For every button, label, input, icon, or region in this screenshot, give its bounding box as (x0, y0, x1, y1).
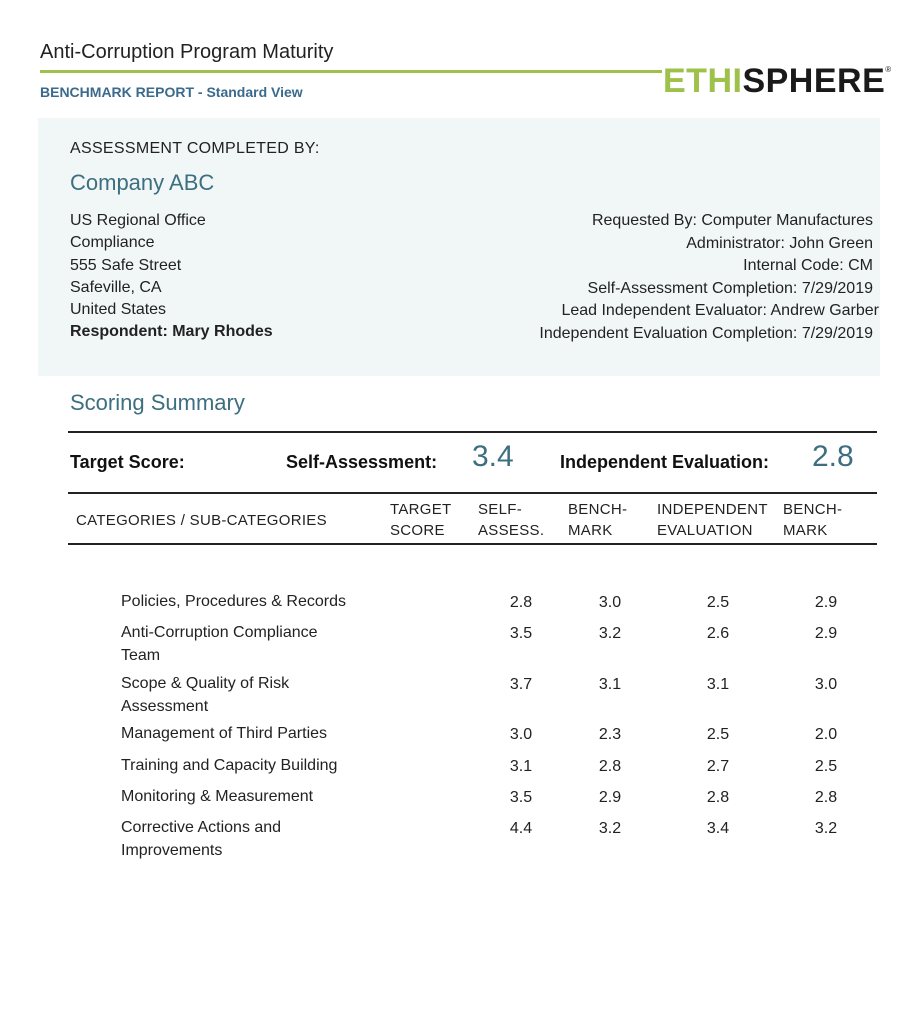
column-header-benchmark-self (568, 499, 627, 541)
benchmark-independent-value: 2.9 (814, 625, 838, 642)
header-line: EVALUATION (657, 522, 753, 539)
detail-self-assessment-completion: Self-Assessment Completion: 7/29/2019 (587, 279, 873, 297)
address-line: United States (70, 301, 167, 319)
header-line: BENCH- (568, 501, 628, 518)
column-header-benchmark-independent (783, 499, 842, 541)
benchmark-independent-value: 3.0 (814, 676, 838, 693)
independent-evaluation-label: Independent Evaluation: (560, 452, 770, 472)
header-line: MARK (568, 522, 613, 539)
header-line: ASSESS. (478, 522, 545, 539)
header-line: TARGET (390, 501, 452, 518)
self-assessment-label: Self-Assessment: (286, 452, 438, 472)
benchmark-self-value: 2.8 (598, 758, 622, 775)
detail-lead-evaluator: Lead Independent Evaluator: Andrew Garber (561, 302, 879, 320)
scoring-summary-title: Scoring Summary (70, 390, 245, 415)
independent-evaluation-value: 3.1 (706, 676, 730, 693)
address-line: Compliance (70, 234, 155, 252)
benchmark-self-value: 3.2 (598, 625, 622, 642)
header-line: SELF- (478, 501, 523, 518)
independent-evaluation-value: 2.8 (706, 789, 730, 806)
independent-evaluation-score: 2.8 (812, 440, 854, 473)
independent-evaluation-value: 3.4 (706, 820, 730, 837)
benchmark-independent-value: 3.2 (814, 820, 838, 837)
company-name: Company ABC (70, 170, 215, 195)
category-name: Monitoring & Measurement (121, 788, 314, 805)
independent-evaluation-value: 2.6 (706, 625, 730, 642)
benchmark-independent-value: 2.0 (814, 726, 838, 743)
category-name: Policies, Procedures & Records (121, 593, 346, 610)
self-assessment-value: 3.0 (509, 726, 533, 743)
self-assessment-value: 2.8 (509, 594, 533, 611)
report-subtitle: BENCHMARK REPORT - Standard View (40, 84, 303, 100)
benchmark-self-value: 3.1 (598, 676, 622, 693)
address-line: Safeville, CA (70, 278, 162, 296)
benchmark-independent-value: 2.5 (814, 758, 838, 775)
column-header-independent-evaluation (657, 499, 768, 541)
independent-evaluation-value: 2.5 (706, 726, 730, 743)
header-line: MARK (783, 522, 828, 539)
category-name: Anti-Corruption Compliance Team (121, 624, 318, 664)
benchmark-independent-value: 2.8 (814, 789, 838, 806)
detail-administrator: Administrator: John Green (686, 234, 873, 252)
address-line: 555 Safe Street (70, 256, 182, 274)
self-assessment-score: 3.4 (472, 440, 514, 473)
column-header-categories: CATEGORIES / SUB-CATEGORIES (76, 512, 327, 529)
category-name: Training and Capacity Building (121, 757, 338, 774)
detail-requested-by: Requested By: Computer Manufactures (591, 212, 873, 229)
divider (68, 543, 877, 545)
report-title: Anti-Corruption Program Maturity (40, 41, 334, 63)
assessment-details (539, 210, 879, 346)
logo-registered-mark: ® (885, 65, 892, 74)
benchmark-self-value: 3.0 (598, 594, 622, 611)
benchmark-self-value: 2.3 (598, 726, 622, 743)
detail-independent-evaluation-completion: Independent Evaluation Completion: 7/29/2019 (539, 324, 873, 342)
ethisphere-logo (663, 62, 892, 101)
self-assessment-value: 3.5 (509, 789, 533, 806)
benchmark-self-value: 2.9 (598, 789, 622, 806)
address-line: US Regional Office (70, 212, 206, 229)
self-assessment-value: 3.5 (509, 625, 533, 642)
assessment-completed-label: ASSESSMENT COMPLETED BY: (70, 140, 320, 157)
independent-evaluation-value: 2.5 (706, 594, 730, 611)
header-rule (40, 70, 662, 73)
category-name: Scope & Quality of Risk Assessment (121, 675, 290, 715)
category-name: Corrective Actions and Improvements (121, 819, 282, 859)
header-line: INDEPENDENT (657, 501, 768, 518)
company-address (70, 210, 273, 344)
self-assessment-value: 3.7 (509, 676, 533, 693)
divider (68, 492, 877, 494)
logo-part-sphere: SPHERE (742, 62, 886, 100)
detail-internal-code: Internal Code: CM (743, 257, 873, 275)
target-score-label: Target Score: (70, 452, 185, 472)
self-assessment-value: 3.1 (509, 758, 533, 775)
score-summary-row (70, 440, 870, 480)
self-assessment-value: 4.4 (509, 820, 533, 837)
independent-evaluation-value: 2.7 (706, 758, 730, 775)
divider (68, 431, 877, 433)
benchmark-self-value: 3.2 (598, 820, 622, 837)
logo-part-ethi: ETHI (663, 62, 743, 100)
respondent: Respondent: Mary Rhodes (70, 323, 273, 341)
header-line: SCORE (390, 522, 445, 539)
header-line: BENCH- (783, 501, 843, 518)
benchmark-independent-value: 2.9 (814, 594, 838, 611)
column-header-target-score (390, 499, 452, 541)
category-name: Management of Third Parties (121, 725, 328, 742)
column-header-self-assessment (478, 499, 544, 541)
